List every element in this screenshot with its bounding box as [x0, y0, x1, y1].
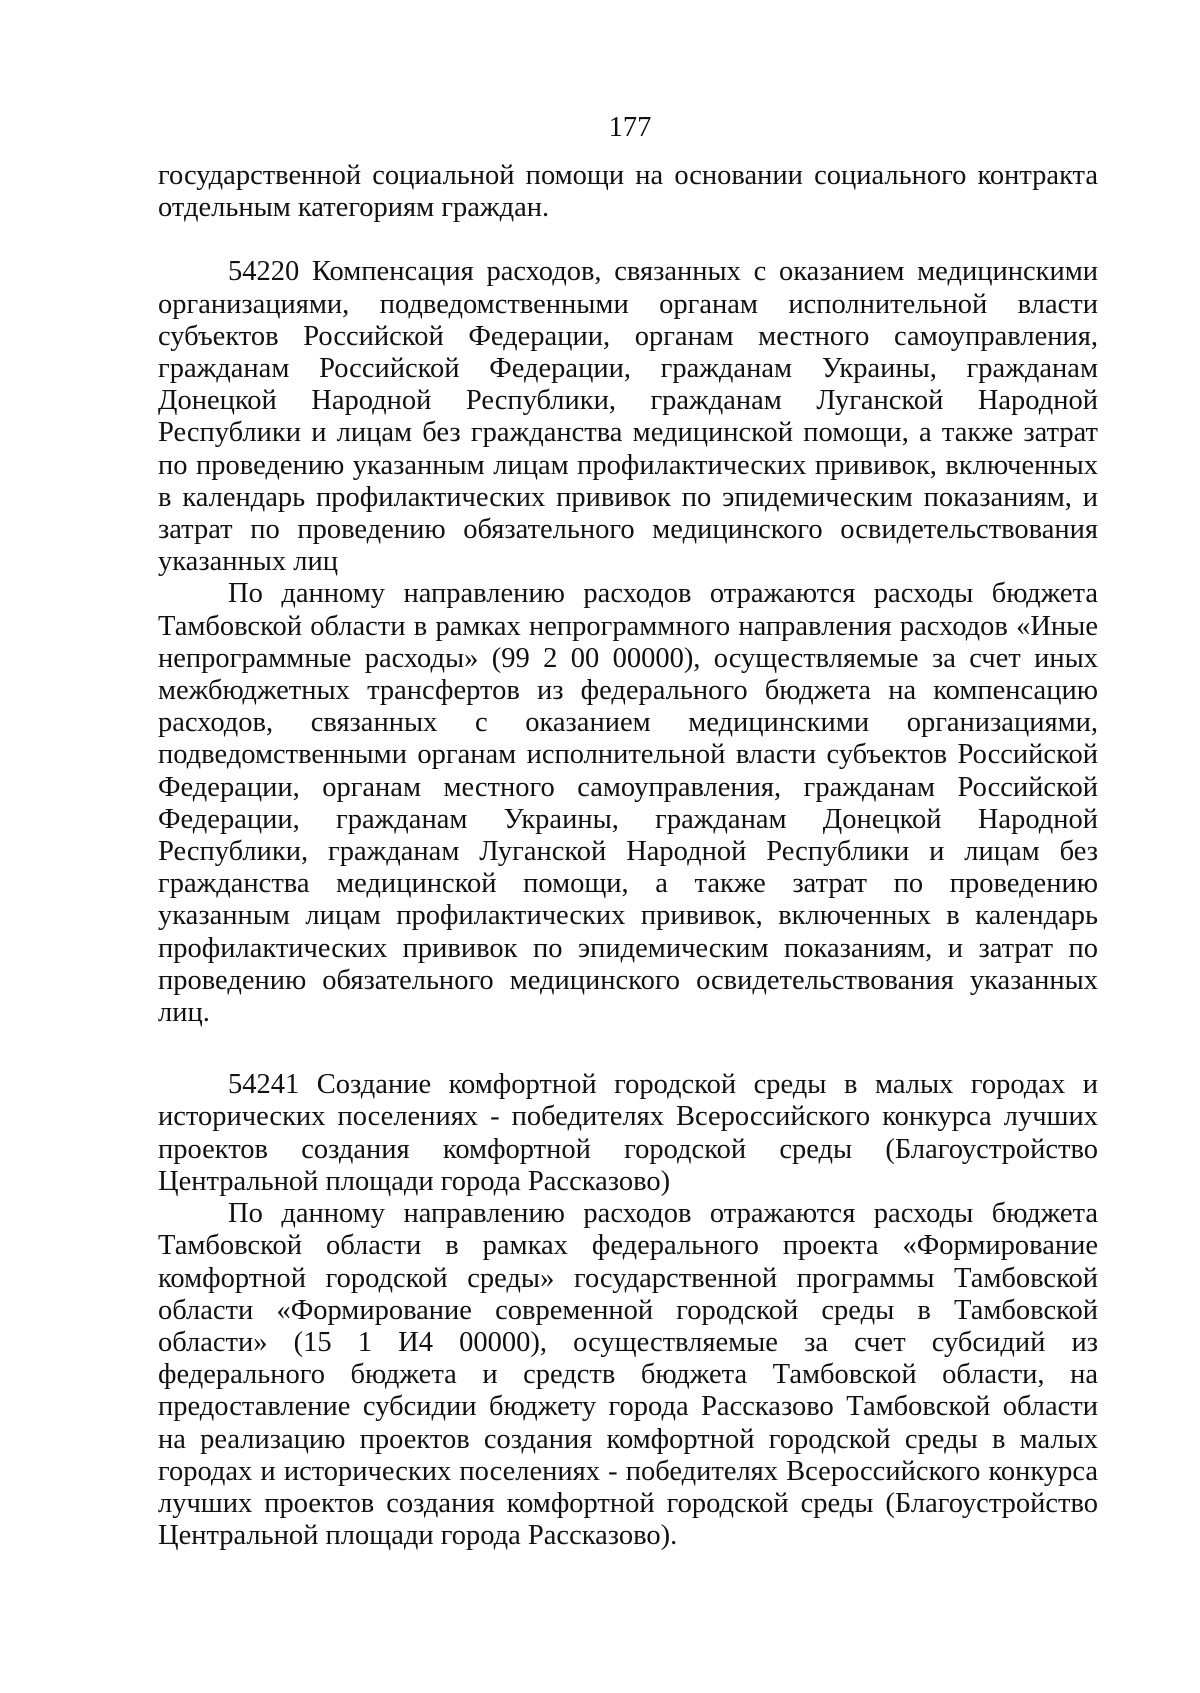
paragraph-continuation: государственной социальной помощи на основании социального контракта отдельным категориям граждан.	[158, 160, 1098, 224]
paragraph-heading-54220: 54220 Компенсация расходов, связанных с оказанием медицинскими организациями, подведомственными органам исполнительной власти субъектов Российской Федерации, органам местного самоуправления, гражданам Российской Федерации, гражданам Украины, гражданам Донецкой Народной Республики, гражданам Луганской Народной Республики и лицам без гражданства медицинской помощи, а также затрат по проведению указанным лицам профилактических прививок, включенных в календарь профилактических прививок по эпидемическим показаниям, и затрат по проведению обязательного медицинского освидетельствования указанных лиц	[158, 256, 1098, 578]
document-body	[158, 160, 1098, 1552]
paragraph-description-54220: По данному направлению расходов отражаются расходы бюджета Тамбовской области в рамках непрограммного направления расходов «Иные непрограммные расходы» (99 2 00 00000), осуществляемые за счет иных межбюджетных трансфертов из федерального бюджета на компенсацию расходов, связанных с оказанием медицинскими организациями, подведомственными органам исполнительной власти субъектов Российской Федерации, органам местного самоуправления, гражданам Российской Федерации, гражданам Украины, гражданам Донецкой Народной Республики, гражданам Луганской Народной Республики и лицам без гражданства медицинской помощи, а также затрат по проведению указанным лицам профилактических прививок, включенных в календарь профилактических прививок по эпидемическим показаниям, и затрат по проведению обязательного медицинского освидетельствования указанных лиц.	[158, 578, 1098, 1029]
paragraph-heading-54241: 54241 Создание комфортной городской среды в малых городах и исторических поселениях - победителях Всероссийского конкурса лучших проектов создания комфортной городской среды (Благоустройство Центральной площади города Рассказово)	[158, 1069, 1098, 1197]
page-number: 177	[608, 112, 652, 143]
paragraph-description-54241: По данному направлению расходов отражаются расходы бюджета Тамбовской области в рамках федерального проекта «Формирование комфортной городской среды» государственной программы Тамбовской области «Формирование современной городской среды в Тамбовской области» (15 1 И4 00000), осуществляемые за счет субсидий из федерального бюджета и средств бюджета Тамбовской области, на предоставление субсидии бюджету города Рассказово Тамбовской области на реализацию проектов создания комфортной городской среды в малых городах и исторических поселениях - победителях Всероссийского конкурса лучших проектов создания комфортной городской среды (Благоустройство Центральной площади города Рассказово).	[158, 1198, 1098, 1552]
